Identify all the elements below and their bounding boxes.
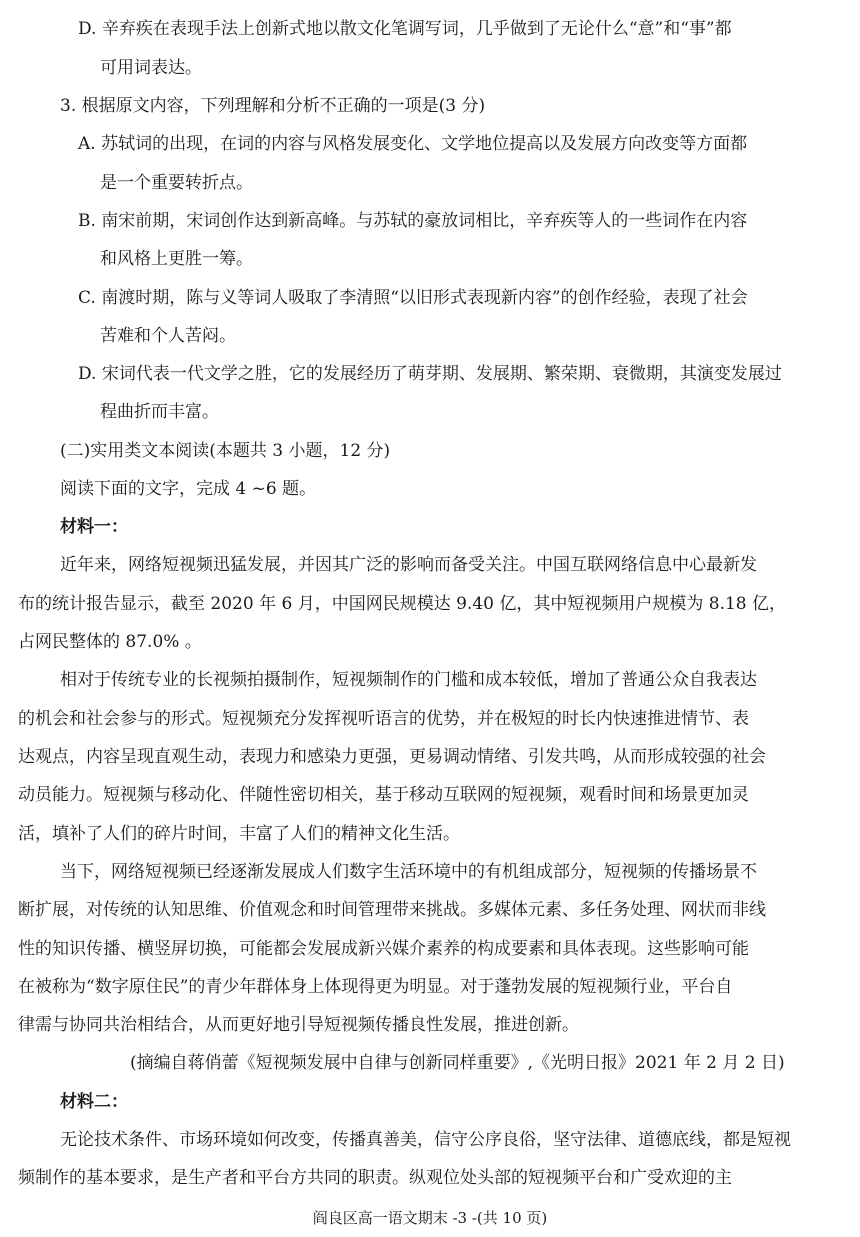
- section2-heading: (二)实用类文本阅读(本题共 3 小题，12 分): [60, 441, 391, 461]
- material1-p1-line2: 布的统计报告显示，截至 2020 年 6 月，中国网民规模达 9.40 亿，其中短视频用户规模为 8.18 亿，: [18, 594, 787, 614]
- material2-label: 材料二：: [60, 1092, 128, 1112]
- page-footer: 阎良区高一语文期末 -3 -(共 10 页): [312, 1209, 548, 1227]
- material1-p2-line2: 的机会和社会参与的形式。短视频充分发挥视听语言的优势，并在极短的时长内快速推进情节、表: [18, 709, 749, 729]
- q3-stem: 3. 根据原文内容，下列理解和分析不正确的一项是(3 分): [60, 96, 486, 116]
- section2-instruction: 阅读下面的文字，完成 4 ~6 题。: [60, 479, 317, 499]
- material1-p2-line3: 达观点，内容呈现直观生动，表现力和感染力更强，更易调动情绪、引发共鸣，从而形成较强的社会: [18, 747, 766, 767]
- q3-option-b-line1: B. 南宋前期，宋词创作达到新高峰。与苏轼的豪放词相比，辛弃疾等人的一些词作在内容: [78, 211, 748, 231]
- q3-option-a-line1: A. 苏轼词的出现，在词的内容与风格发展变化、文学地位提高以及发展方向改变等方面都: [78, 134, 748, 154]
- q3-option-a-line2: 是一个重要转折点。: [100, 173, 253, 193]
- q3-option-c-line1: C. 南渡时期，陈与义等词人吸取了李清照“以旧形式表现新内容”的创作经验，表现了社会: [78, 288, 748, 308]
- q3-option-c-line2: 苦难和个人苦闷。: [100, 326, 236, 346]
- material1-p1-line3: 占网民整体的 87.0% 。: [18, 632, 202, 652]
- material1-p3-line1: 当下，网络短视频已经逐渐发展成人们数字生活环境中的有机组成部分，短视频的传播场景不: [60, 862, 757, 882]
- material1-p2-line4: 动员能力。短视频与移动化、伴随性密切相关，基于移动互联网的短视频，观看时间和场景更加灵: [18, 785, 749, 805]
- q2-option-d-line2: 可用词表达。: [100, 58, 202, 78]
- material1-p3-line2: 断扩展，对传统的认知思维、价值观念和时间管理带来挑战。多媒体元素、多任务处理、网状而非线: [18, 900, 766, 920]
- q3-option-b-line2: 和风格上更胜一筹。: [100, 249, 253, 269]
- material2-p1-line2: 频制作的基本要求，是生产者和平台方共同的职责。纵观位处头部的短视频平台和广受欢迎的主: [18, 1168, 732, 1188]
- material1-p2-line1: 相对于传统专业的长视频拍摄制作，短视频制作的门槛和成本较低，增加了普通公众自我表达: [60, 670, 757, 690]
- material1-p3-line3: 性的知识传播、横竖屏切换，可能都会发展成新兴媒介素养的构成要素和具体表现。这些影响可能: [18, 939, 749, 959]
- q3-option-d-line1: D. 宋词代表一代文学之胜，它的发展经历了萌芽期、发展期、繁荣期、衰微期，其演变发展过: [78, 364, 782, 384]
- material1-p2-line5: 活，填补了人们的碎片时间，丰富了人们的精神文化生活。: [18, 824, 460, 844]
- material1-source: (摘编自蒋俏蕾《短视频发展中自律与创新同样重要》,《光明日报》2021 年 2 月 2 日): [130, 1053, 785, 1073]
- material1-p3-line4: 在被称为“数字原住民”的青少年群体身上体现得更为明显。对于蓬勃发展的短视频行业，平台自: [18, 977, 733, 997]
- material1-p3-line5: 律需与协同共治相结合，从而更好地引导短视频传播良性发展，推进创新。: [18, 1015, 579, 1035]
- material1-p1-line1: 近年来，网络短视频迅猛发展，并因其广泛的影响而备受关注。中国互联网络信息中心最新发: [60, 555, 757, 575]
- q3-option-d-line2: 程曲折而丰富。: [100, 402, 219, 422]
- material2-p1-line1: 无论技术条件、市场环境如何改变，传播真善美，信守公序良俗，坚守法律、道德底线，都是短视: [60, 1130, 791, 1150]
- material1-label: 材料一：: [60, 517, 128, 537]
- q2-option-d-line1: D. 辛弃疾在表现手法上创新式地以散文化笔调写词，几乎做到了无论什么“意”和“事”都: [78, 19, 732, 39]
